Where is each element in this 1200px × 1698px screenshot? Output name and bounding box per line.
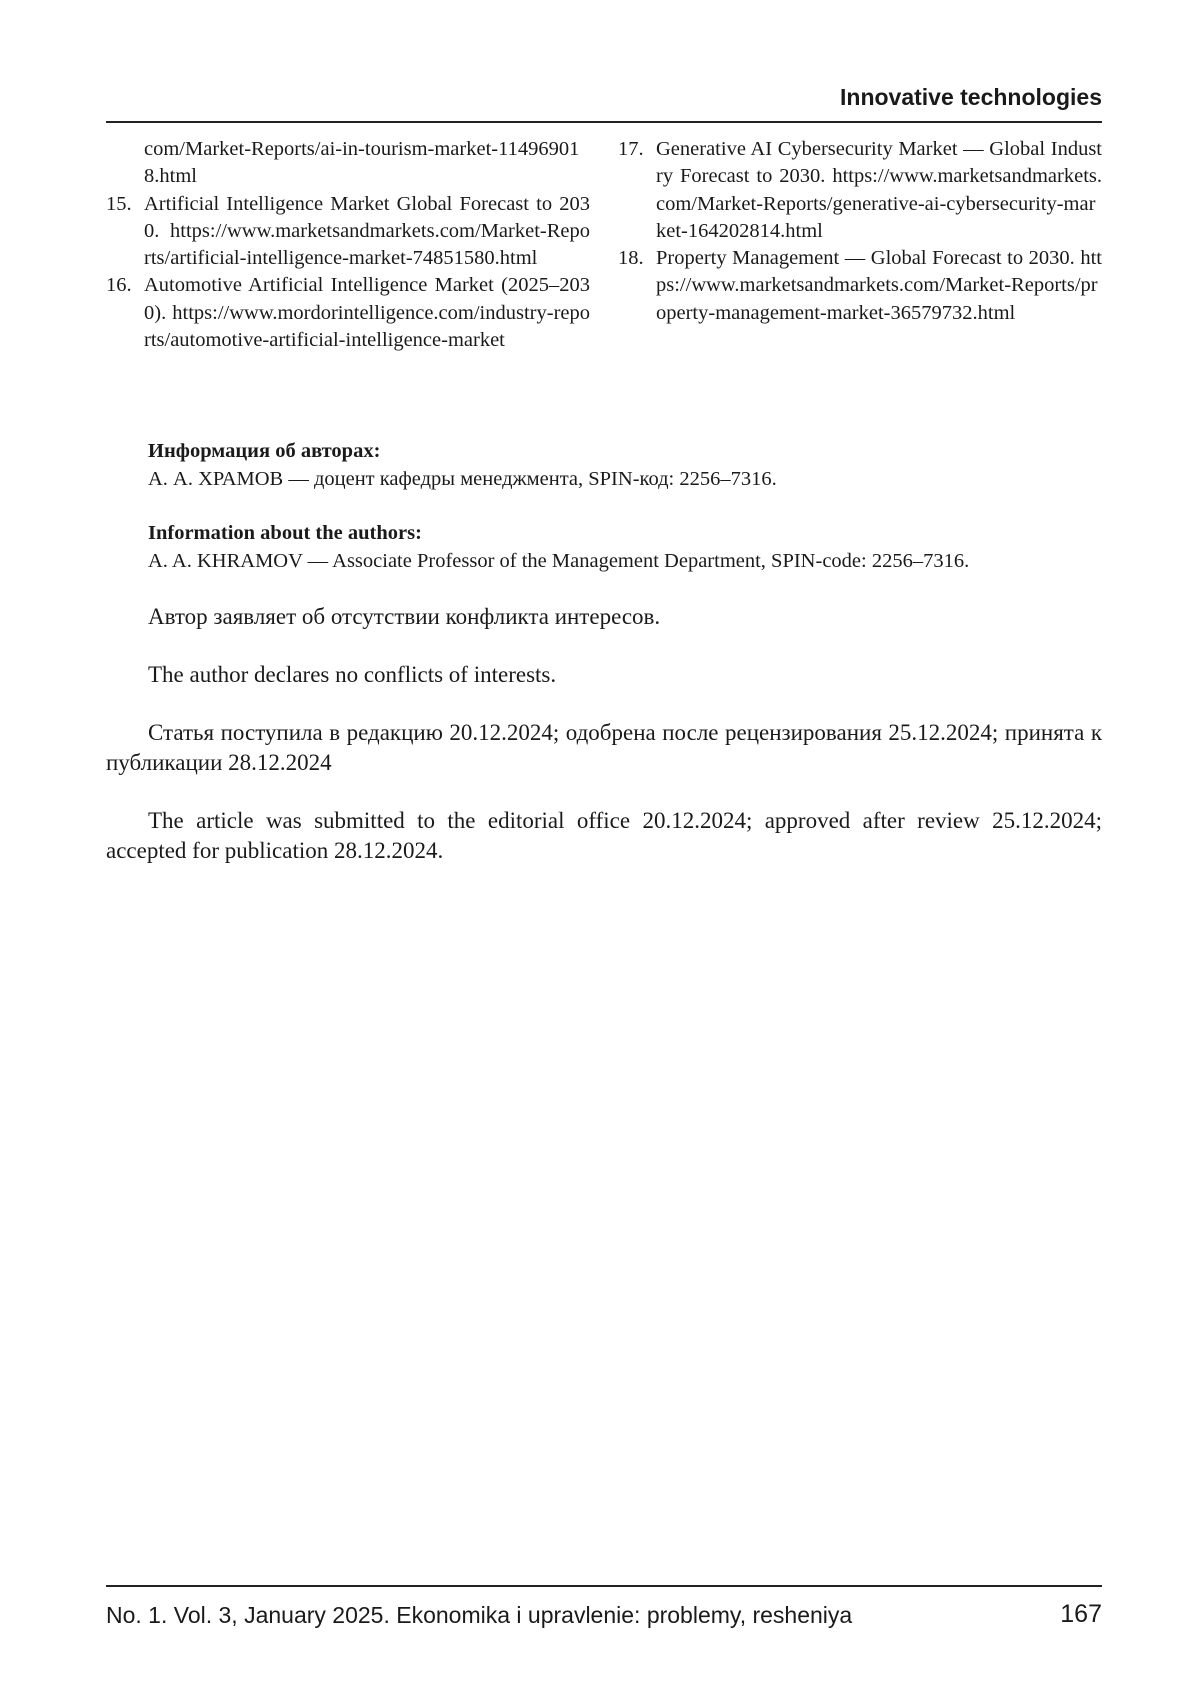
reference-number: 17. xyxy=(618,138,644,160)
reference-number: 15. xyxy=(106,192,132,215)
footer-rule xyxy=(106,1585,1102,1587)
reference-18 xyxy=(618,245,1102,327)
conflict-statement-ru: Автор заявляет об отсутствии конфликта интересов. xyxy=(148,604,661,629)
reference-text: Property Management — Global Forecast to 2030. https://www.marketsandmarkets.com/Market-Reports/property-management-market-36579732.html xyxy=(656,247,1102,324)
authors-info-en xyxy=(106,520,1102,575)
authors-heading-en: Information about the authors: xyxy=(148,522,422,544)
reference-15 xyxy=(106,191,590,273)
submission-dates-ru: Статья поступила в редакцию 20.12.2024; одобрена после рецензирования 25.12.2024; принята к публикации 28.12.2024 xyxy=(106,720,1102,775)
reference-text: Automotive Artificial Intelligence Market (2025–2030). https://www.mordorintelligence.com/industry-reports/automotive-artificial-intelligence-market xyxy=(144,274,590,352)
section-title: Innovative technologies xyxy=(840,84,1102,110)
conflict-statement-en: The author declares no conflicts of interests. xyxy=(148,662,557,687)
reference-16 xyxy=(106,272,590,354)
references-left-column xyxy=(106,136,590,354)
reference-17 xyxy=(618,136,1102,245)
reference-number: 18. xyxy=(618,247,644,270)
page-number: 167 xyxy=(1060,1600,1102,1628)
header-rule xyxy=(106,121,1102,123)
author-line-ru: А. А. ХРАМОВ — доцент кафедры менеджмента, SPIN-код: 2256–7316. xyxy=(148,467,777,490)
reference-text: Generative AI Cybersecurity Market — Global Industry Forecast to 2030. https://www.marketsandmarkets.com/Market-Reports/generative-ai-cybersecurity-market-164202814.html xyxy=(656,138,1102,242)
authors-info-ru xyxy=(106,438,1102,493)
reference-14-continuation: com/Market-Reports/ai-in-tourism-market-114969018.html xyxy=(144,138,580,188)
reference-number: 16. xyxy=(106,274,132,297)
authors-heading-ru: Информация об авторах: xyxy=(148,440,381,462)
author-line-en: A. A. KHRAMOV — Associate Professor of the Management Department, SPIN-code: 2256–7316. xyxy=(148,549,970,572)
references-right-column xyxy=(618,136,1102,327)
reference-text: Artificial Intelligence Market Global Forecast to 2030. https://www.marketsandmarkets.com/Market-Reports/artificial-intelligence-market-74851580.html xyxy=(144,192,590,270)
footer-journal-info: No. 1. Vol. 3, January 2025. Ekonomika i upravlenie: problemy, resheniya xyxy=(106,1602,853,1628)
submission-dates-en: The article was submitted to the editorial office 20.12.2024; approved after review 25.12.2024; accepted for publication 28.12.2024. xyxy=(106,808,1102,863)
